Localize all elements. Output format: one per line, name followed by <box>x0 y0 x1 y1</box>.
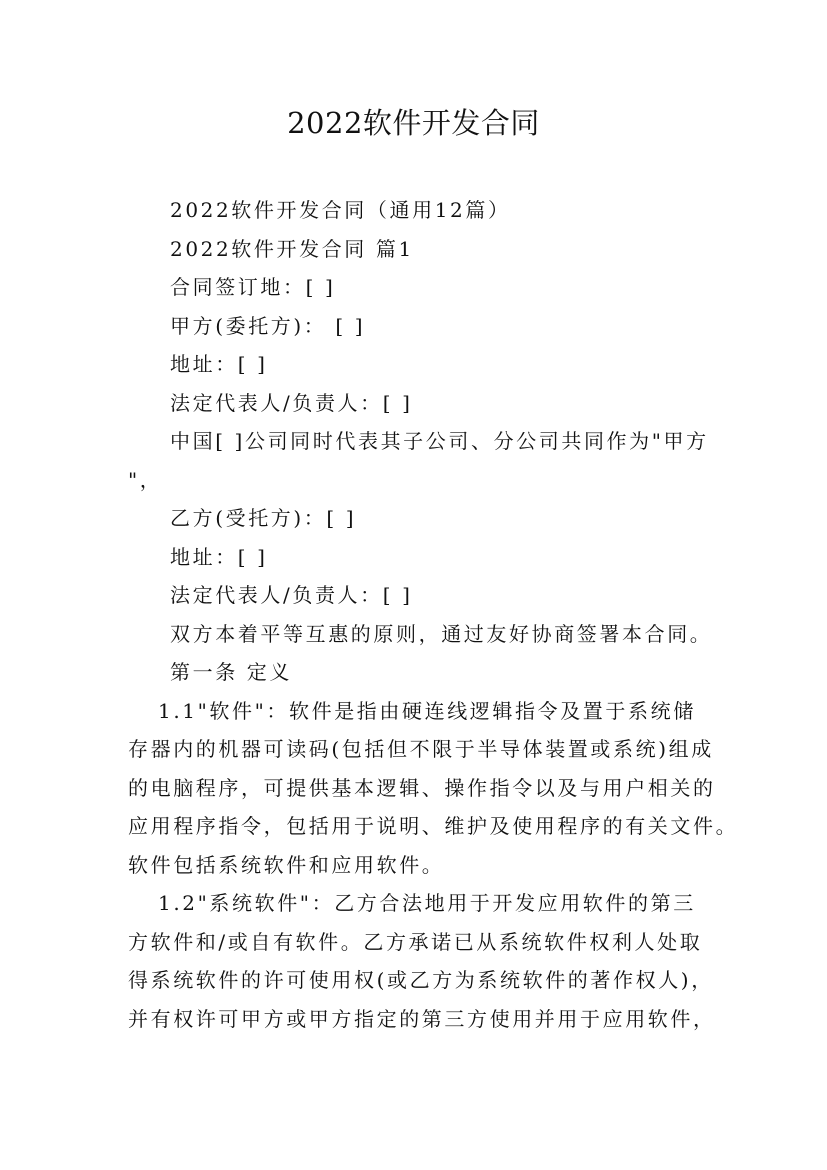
party-a-scope-line: 中国[ ]公司同时代表其子公司、分公司共同作为"甲方 <box>170 429 709 453</box>
definition-1-1-line: 的电脑程序，可提供基本逻辑、操作指令以及与用户相关的 <box>128 775 716 800</box>
section-heading: 2022软件开发合同 篇1 <box>170 236 414 261</box>
party-a-scope-line-continued: "， <box>128 467 163 492</box>
definition-1-2-line: 得系统软件的许可使用权(或乙方为系统软件的著作权人)， <box>128 968 714 992</box>
party-a-line: 甲方(委托方)： [ ] <box>170 313 366 338</box>
party-a-address-line: 地址：[ ] <box>170 352 268 376</box>
definition-1-1-line: 存器内的机器可读码(包括但不限于半导体装置或系统)组成 <box>128 737 714 761</box>
definition-1-1-line: 1.1"软件"：软件是指由硬连线逻辑指令及置于系统储 <box>158 698 696 723</box>
definition-1-1-line: 应用程序指令，包括用于说明、维护及使用程序的有关文件。 <box>128 814 739 838</box>
article-one-heading: 第一条 定义 <box>170 660 292 684</box>
definition-1-1-line: 软件包括系统软件和应用软件。 <box>128 852 445 877</box>
signing-place-line: 合同签订地：[ ] <box>170 275 336 299</box>
definition-1-2-line: 1.2"系统软件"：乙方合法地用于开发应用软件的第三 <box>158 891 696 915</box>
definition-1-2-line: 方软件和/或自有软件。乙方承诺已从系统软件权利人处取 <box>128 929 703 954</box>
document-title: 2022软件开发合同 <box>287 106 540 140</box>
definition-1-2-line: 并有权许可甲方或甲方指定的第三方使用并用于应用软件， <box>128 1006 716 1031</box>
agreement-intro-line: 双方本着平等互惠的原则，通过友好协商签署本合同。 <box>170 621 713 646</box>
subtitle-line: 2022软件开发合同（通用12篇） <box>170 198 511 222</box>
party-a-representative-line: 法定代表人/负责人：[ ] <box>170 390 413 415</box>
party-b-line: 乙方(受托方)：[ ] <box>170 506 357 530</box>
party-b-representative-line: 法定代表人/负责人：[ ] <box>170 583 413 607</box>
party-b-address-line: 地址：[ ] <box>170 544 268 569</box>
document-body <box>128 191 739 1038</box>
